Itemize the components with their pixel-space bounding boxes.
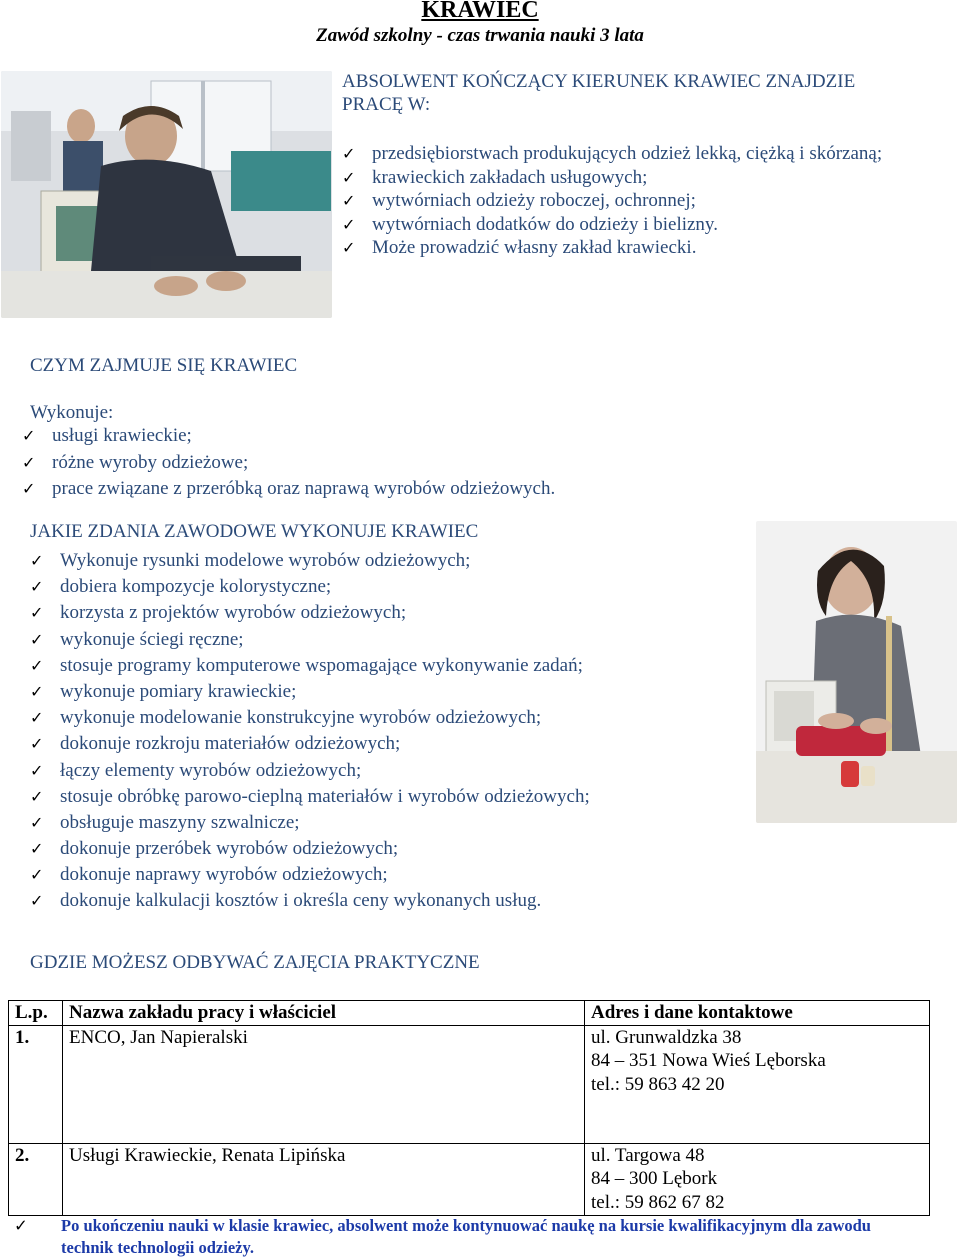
list-item: ✓ usługi krawieckie;: [22, 423, 555, 450]
list-item: ✓ stosuje programy komputerowe wspomagające wykonywanie zadań;: [30, 653, 590, 679]
company-name: Usługi Krawieckie, Renata Lipińska: [63, 1143, 585, 1215]
practice-heading: GDZIE MOŻESZ ODBYWAĆ ZAJĘCIA PRAKTYCZNE: [30, 952, 480, 973]
address-street: ul. Targowa 48: [591, 1144, 705, 1166]
check-mark-icon: ✓: [30, 708, 44, 728]
page-subtitle: Zawód szkolny - czas trwania nauki 3 lata: [316, 25, 644, 46]
work-places-heading-line1: ABSOLWENT KOŃCZĄCY KIERUNEK KRAWIEC ZNAJDZIE: [342, 71, 856, 92]
list-item: ✓ Wykonuje rysunki modelowe wyrobów odzieżowych;: [30, 548, 590, 574]
address-city: 84 – 300 Lębork: [591, 1168, 718, 1189]
address-phone: tel.: 59 863 42 20: [591, 1073, 725, 1095]
check-mark-icon: ✓: [30, 629, 44, 649]
tasks-list: [30, 548, 590, 915]
duties-list: [22, 423, 555, 503]
check-mark-icon: ✓: [30, 865, 44, 885]
check-mark-icon: ✓: [22, 479, 36, 498]
list-item: ✓ dokonuje rozkroju materiałów odzieżowych;: [30, 731, 590, 757]
list-item: ✓ przedsiębiorstwach produkujących odzież lekką, ciężką i skórzaną;: [342, 143, 883, 164]
check-mark-icon: ✓: [30, 734, 44, 754]
company-address: [585, 1143, 930, 1215]
list-item: ✓ obsługuje maszyny szwalnicze;: [30, 810, 590, 836]
check-mark-icon: ✓: [22, 452, 36, 472]
column-header-name: Nazwa zakładu pracy i właściciel: [63, 1001, 585, 1026]
check-mark-icon: ✓: [30, 603, 44, 623]
footer-note: [14, 1215, 944, 1259]
list-item: ✓ korzysta z projektów wyrobów odzieżowych;: [30, 600, 590, 626]
list-item: ✓ wykonuje modelowanie konstrukcyjne wyrobów odzieżowych;: [30, 705, 590, 731]
list-item: ✓ wykonuje pomiary krawieckie;: [30, 679, 590, 705]
work-places-heading: [342, 70, 942, 116]
list-item: ✓ krawieckich zakładach usługowych;: [342, 166, 648, 188]
list-item: ✓ prace związane z przeróbką oraz naprawą wyrobów odzieżowych.: [22, 476, 555, 503]
list-item: ✓ wytwórniach dodatków do odzieży i bielizny.: [342, 213, 718, 235]
check-mark-icon: ✓: [22, 426, 36, 445]
check-mark-icon: ✓: [30, 786, 44, 806]
work-places-list: [342, 142, 882, 260]
address-street: ul. Grunwaldzka 38: [591, 1026, 742, 1048]
list-item: ✓ wykonuje ściegi ręczne;: [30, 627, 590, 653]
check-mark-icon: ✓: [342, 144, 356, 163]
practice-table: [8, 1000, 930, 1216]
company-address: [585, 1025, 930, 1143]
photo-woman-sewing: [756, 521, 957, 823]
check-mark-icon: ✓: [342, 214, 356, 234]
check-mark-icon: ✓: [14, 1216, 28, 1235]
list-item: ✓ różne wyroby odzieżowe;: [22, 450, 555, 477]
list-item: ✓ dokonuje naprawy wyrobów odzieżowych;: [30, 862, 590, 888]
check-mark-icon: ✓: [30, 655, 44, 675]
table-row: [9, 1143, 930, 1215]
duties-subheading: Wykonuje:: [30, 402, 114, 423]
footer-note-line2: technik technologii odzieży.: [61, 1238, 254, 1257]
address-city: 84 – 351 Nowa Wieś Lęborska: [591, 1050, 826, 1071]
list-item: ✓ dobiera kompozycje kolorystyczne;: [30, 574, 590, 600]
check-mark-icon: ✓: [342, 167, 356, 187]
check-mark-icon: ✓: [30, 681, 44, 701]
check-mark-icon: ✓: [30, 577, 44, 597]
list-item: ✓ stosuje obróbkę parowo-cieplną materiałów i wyrobów odzieżowych;: [30, 784, 590, 810]
table-row: [9, 1025, 930, 1143]
row-number: 1.: [9, 1025, 63, 1143]
check-mark-icon: ✓: [30, 812, 44, 832]
column-header-number: L.p.: [9, 1001, 63, 1026]
list-item: ✓ dokonuje kalkulacji kosztów i określa ceny wykonanych usług.: [30, 888, 590, 914]
row-number: 2.: [9, 1143, 63, 1215]
column-header-address: Adres i dane kontaktowe: [585, 1001, 930, 1026]
photo-man-sewing: [1, 71, 332, 318]
check-mark-icon: ✓: [30, 760, 44, 780]
check-mark-icon: ✓: [30, 891, 44, 911]
check-mark-icon: ✓: [30, 839, 44, 859]
list-item: ✓ wytwórniach odzieży roboczej, ochronnej;: [342, 190, 696, 211]
list-item: ✓ dokonuje przeróbek wyrobów odzieżowych;: [30, 836, 590, 862]
company-name: ENCO, Jan Napieralski: [63, 1025, 585, 1143]
list-item: ✓ łączy elementy wyrobów odzieżowych;: [30, 758, 590, 784]
address-phone: tel.: 59 862 67 82: [591, 1191, 725, 1213]
tasks-heading: JAKIE ZDANIA ZAWODOWE WYKONUJE KRAWIEC: [30, 521, 479, 542]
list-item: ✓ Może prowadzić własny zakład krawiecki.: [342, 237, 697, 258]
footer-note-line1: Po ukończeniu nauki w klasie krawiec, absolwent może kontynuować naukę na kursie kwalifikacyjnym dla zawodu: [61, 1216, 871, 1235]
check-mark-icon: ✓: [342, 238, 356, 257]
check-mark-icon: ✓: [342, 191, 356, 210]
work-places-heading-line2: PRACĘ W:: [342, 94, 431, 115]
table-header-row: [9, 1001, 930, 1026]
check-mark-icon: ✓: [30, 551, 44, 570]
page-title: KRAWIEC: [421, 0, 539, 23]
duties-heading: CZYM ZAJMUJE SIĘ KRAWIEC: [30, 355, 298, 376]
